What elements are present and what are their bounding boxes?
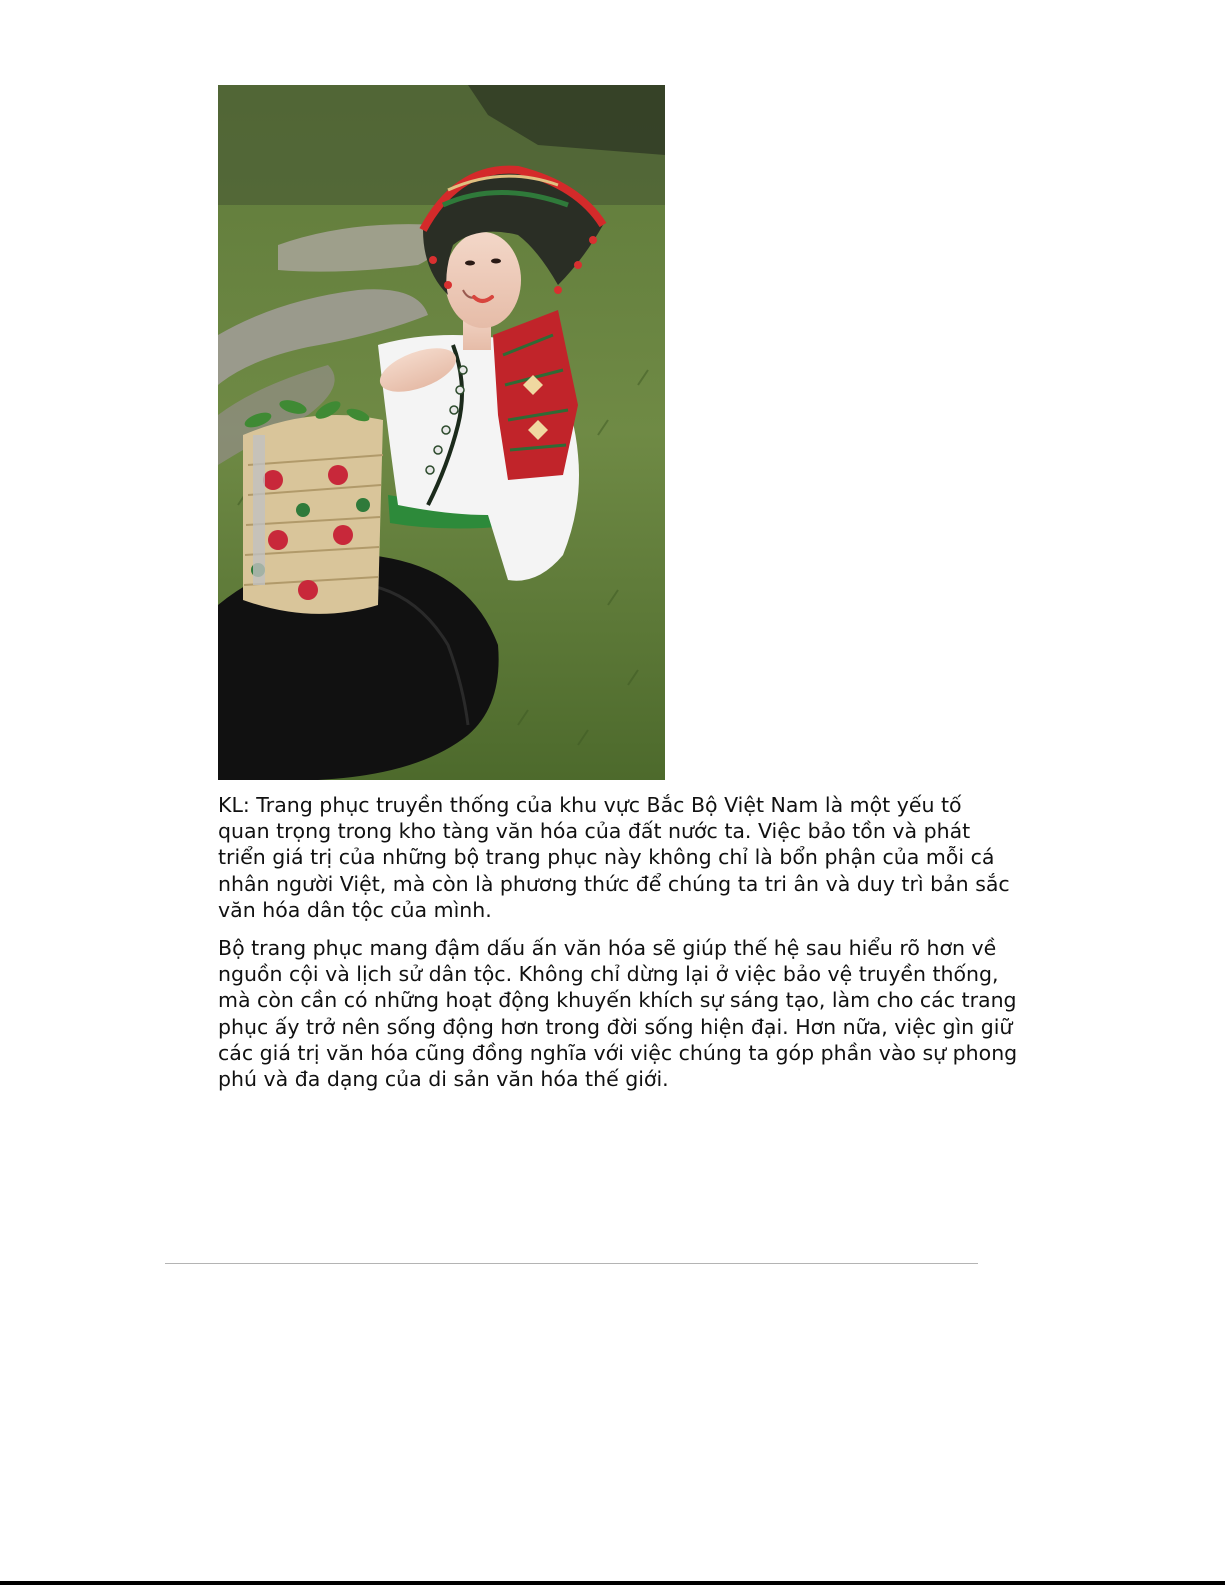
page-bottom-edge bbox=[0, 1581, 1225, 1585]
photo-icon bbox=[218, 85, 665, 780]
body-text bbox=[218, 792, 1018, 1104]
photo-traditional-costume bbox=[218, 85, 665, 780]
page-divider bbox=[165, 1263, 978, 1264]
paragraph-heritage: Bộ trang phục mang đậm dấu ấn văn hóa sẽ giúp thế hệ sau hiểu rõ hơn về nguồn cội và lịch sử dân tộc. Không chỉ dừng lại ở việc bảo vệ truyền thống, mà còn cần có những hoạt động khuyến khích sự sáng tạo, làm cho các trang phục ấy trở nên sống động hơn trong đời sống hiện đại. Hơn nữa, việc gìn giữ các giá trị văn hóa cũng đồng nghĩa với việc chúng ta góp phần vào sự phong phú và đa dạng của di sản văn hóa thế giới. bbox=[218, 936, 1018, 1092]
paragraph-conclusion: KL: Trang phục truyền thống của khu vực Bắc Bộ Việt Nam là một yếu tố quan trọng trong kho tàng văn hóa của đất nước ta. Việc bảo tồn và phát triển giá trị của những bộ trang phục này không chỉ là bổn phận của mỗi cá nhân người Việt, mà còn là phương thức để chúng ta tri ân và duy trì bản sắc văn hóa dân tộc của mình. bbox=[218, 793, 1010, 922]
